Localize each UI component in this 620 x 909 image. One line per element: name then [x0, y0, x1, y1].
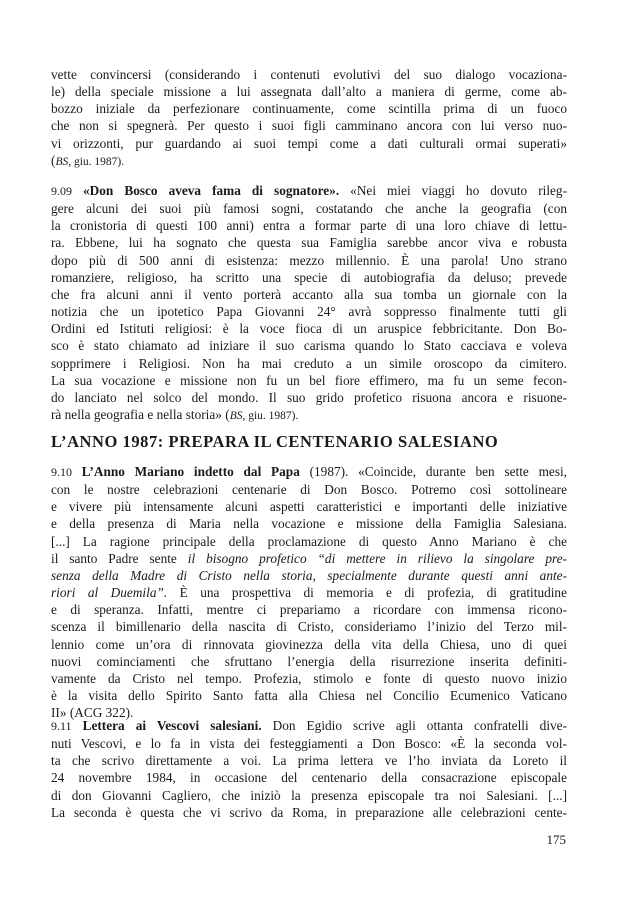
text-line: lennio come un’ora di rinnovata giovinezza della vita della Chiesa, uno di quei: [51, 636, 567, 652]
text-line: che fra alcuni anni il vento porterà accanto alla sua tomba un giornale con la: [51, 286, 567, 302]
text-line: e di speranza. Infatti, mentre ci prepariamo a ricordare con immensa ricono-: [51, 602, 567, 618]
text-line: con le nostre celebrazioni centenarie di Don Bosco. Potremo così sottolineare: [51, 482, 567, 498]
text-line: romanziere, religioso, ha scritto una specie di autobiografia da deluso; prevede: [51, 269, 567, 285]
text-line: nuovi cominciamenti che sfruttano l’energia della risurrezione inserita definiti-: [51, 653, 567, 669]
page-number: 175: [546, 832, 566, 847]
citation-source: BS,: [229, 410, 246, 423]
section-number: 9.10: [51, 465, 72, 479]
text-line: è la visita dello Spirito Santo fatta alla Chiesa nel Concilio Ecumenico Vaticano: [51, 688, 567, 704]
paragraph-continuation: [51, 66, 567, 171]
text-line: che non si spegnerà. Per questo i suoi figli camminano ancora con lui verso nuo-: [51, 118, 567, 134]
text-line: La sua vocazione e missione non fu un bel fiore effimero, ma fu un seme fecon-: [51, 372, 567, 388]
text-line: do lanciato nel solco del mondo. Il suo grido profetico risuona ancora e risuone-: [51, 389, 567, 405]
text-run: È una prospettiva di memoria e di profezia, di gratitudine: [167, 585, 567, 601]
text-line: e vivere più intensamente alcuni aspetti caratteristici e importanti delle iniziative: [51, 499, 567, 515]
italic-quote: senza della Madre di Cristo nella storia, specialmente durante questi anni ante-: [51, 567, 567, 583]
text-line: ra. Ebbene, lui ha sognato che questa sua Famiglia sarebbe ancor viva e robusta: [51, 235, 567, 251]
text-line: vette convincersi (considerando i contenuti evolutivi del suo dialogo vocaziona-: [51, 67, 567, 82]
citation-source: BS,: [55, 155, 72, 168]
text-line: notizia che un ipotetico Papa Giovanni 24° avrà soppresso finalmente tutti gli: [51, 304, 567, 320]
text-run: Don Egidio scrive agli ottanta confratelli dive-: [261, 718, 568, 733]
text-run: (1987). «Coincide, durante ben sette mesi,: [299, 464, 568, 479]
text-line: gere alcuni dei suoi più famosi sogni, costatando che anche la geografia (con: [51, 201, 567, 217]
section-number: 9.11: [51, 719, 72, 733]
section-title: L’Anno Mariano indetto dal Papa: [81, 464, 300, 479]
text-line: sopprimere i Religiosi. Non ha mai creduto a un simile oroscopo da cimitero.: [51, 355, 567, 371]
section-first-line: [51, 182, 567, 200]
text-line: [51, 567, 567, 584]
italic-quote: riori al Duemila”.: [51, 585, 168, 601]
text-line: la cronistoria di questi 100 anni) entra a formar parte di una loro chiave di lettu-: [51, 218, 567, 234]
text-line: [51, 406, 567, 425]
text-line: sco è stato chiamato ad iniziare il suo carisma quando lo Stato cacciava e voleva: [51, 338, 567, 354]
text-line: [51, 584, 567, 601]
text-line: La seconda è questa che vi scrivo da Roma, in preparazione alle celebrazioni cente-: [51, 804, 567, 820]
section-number: 9.09: [51, 184, 72, 198]
section-title: «Don Bosco aveva fama di sognatore».: [83, 183, 340, 198]
chapter-heading: L’ANNO 1987: PREPARA IL CENTENARIO SALESIANO: [51, 432, 499, 451]
text-line: vi orizzonti, pur guardando ai suoi tempi come a dati culturali ormai superati»: [51, 135, 567, 151]
section-first-line: [51, 717, 567, 735]
citation-date: giu. 1987).: [245, 410, 299, 423]
text-line: scenza il bimillenario della nascita di Cristo, consideriamo l’inizio del Terzo mil-: [51, 619, 567, 635]
text-line: II» (ACG 322).: [51, 705, 134, 721]
text-run: rà nella geografia e nella storia» (: [51, 407, 230, 423]
text-run: «Nei miei viaggi ho dovuto rileg-: [339, 183, 567, 198]
text-line: le) della speciale missione a lui assegnata dall’alto a maniera di germe, come ab-: [51, 84, 567, 100]
text-line: vamente da Cristo nel tempo. Profezia, stimolo e fonte di questo nuovo inizio: [51, 670, 567, 686]
text-line: ta che scrivo direttamente a voi. La prima lettera ve l’ho inviata da Loreto il: [51, 753, 567, 769]
text-line: dopo più di 500 anni di esistenza: mezzo millennio. È una parola! Uno strano: [51, 252, 567, 268]
section-title: Lettera ai Vescovi salesiani.: [82, 718, 262, 733]
text-run: il santo Padre sente: [51, 550, 188, 566]
text-line: di don Giovanni Cagliero, che iniziò la presenza episcopale tra noi Salesiani. [...]: [51, 787, 567, 803]
citation-date: giu. 1987).: [71, 155, 125, 168]
text-line: Ordini ed Istituti religiosi: è la voce fioca di un aruspice febbricitante. Don Bo-: [51, 321, 567, 337]
section-9-11: [51, 717, 567, 821]
section-first-line: [51, 463, 567, 481]
text-line: e della presenza di Maria nella vocazione e missione della Famiglia Salesiana.: [51, 516, 567, 532]
text-line: bozzo iniziale da perfezionare continuamente, come scintilla prima di un fuoco: [51, 101, 567, 117]
text-line: 24 novembre 1984, in occasione del centenario della consacrazione episcopale: [51, 770, 567, 786]
section-9-10: [51, 463, 567, 721]
italic-quote: il bisogno profetico “di mettere in rilievo la singolare pre-: [187, 550, 567, 566]
text-line: [...] La ragione principale della proclamazione di questo Anno Mariano è che: [51, 533, 567, 549]
text-line: nuti Vescovi, e lo fa in vista dei festeggiamenti a Don Bosco: «È la seconda vol-: [51, 736, 567, 752]
citation: (BS, giu. 1987).: [51, 152, 125, 168]
text-line: [51, 550, 567, 567]
section-9-09: [51, 182, 567, 425]
